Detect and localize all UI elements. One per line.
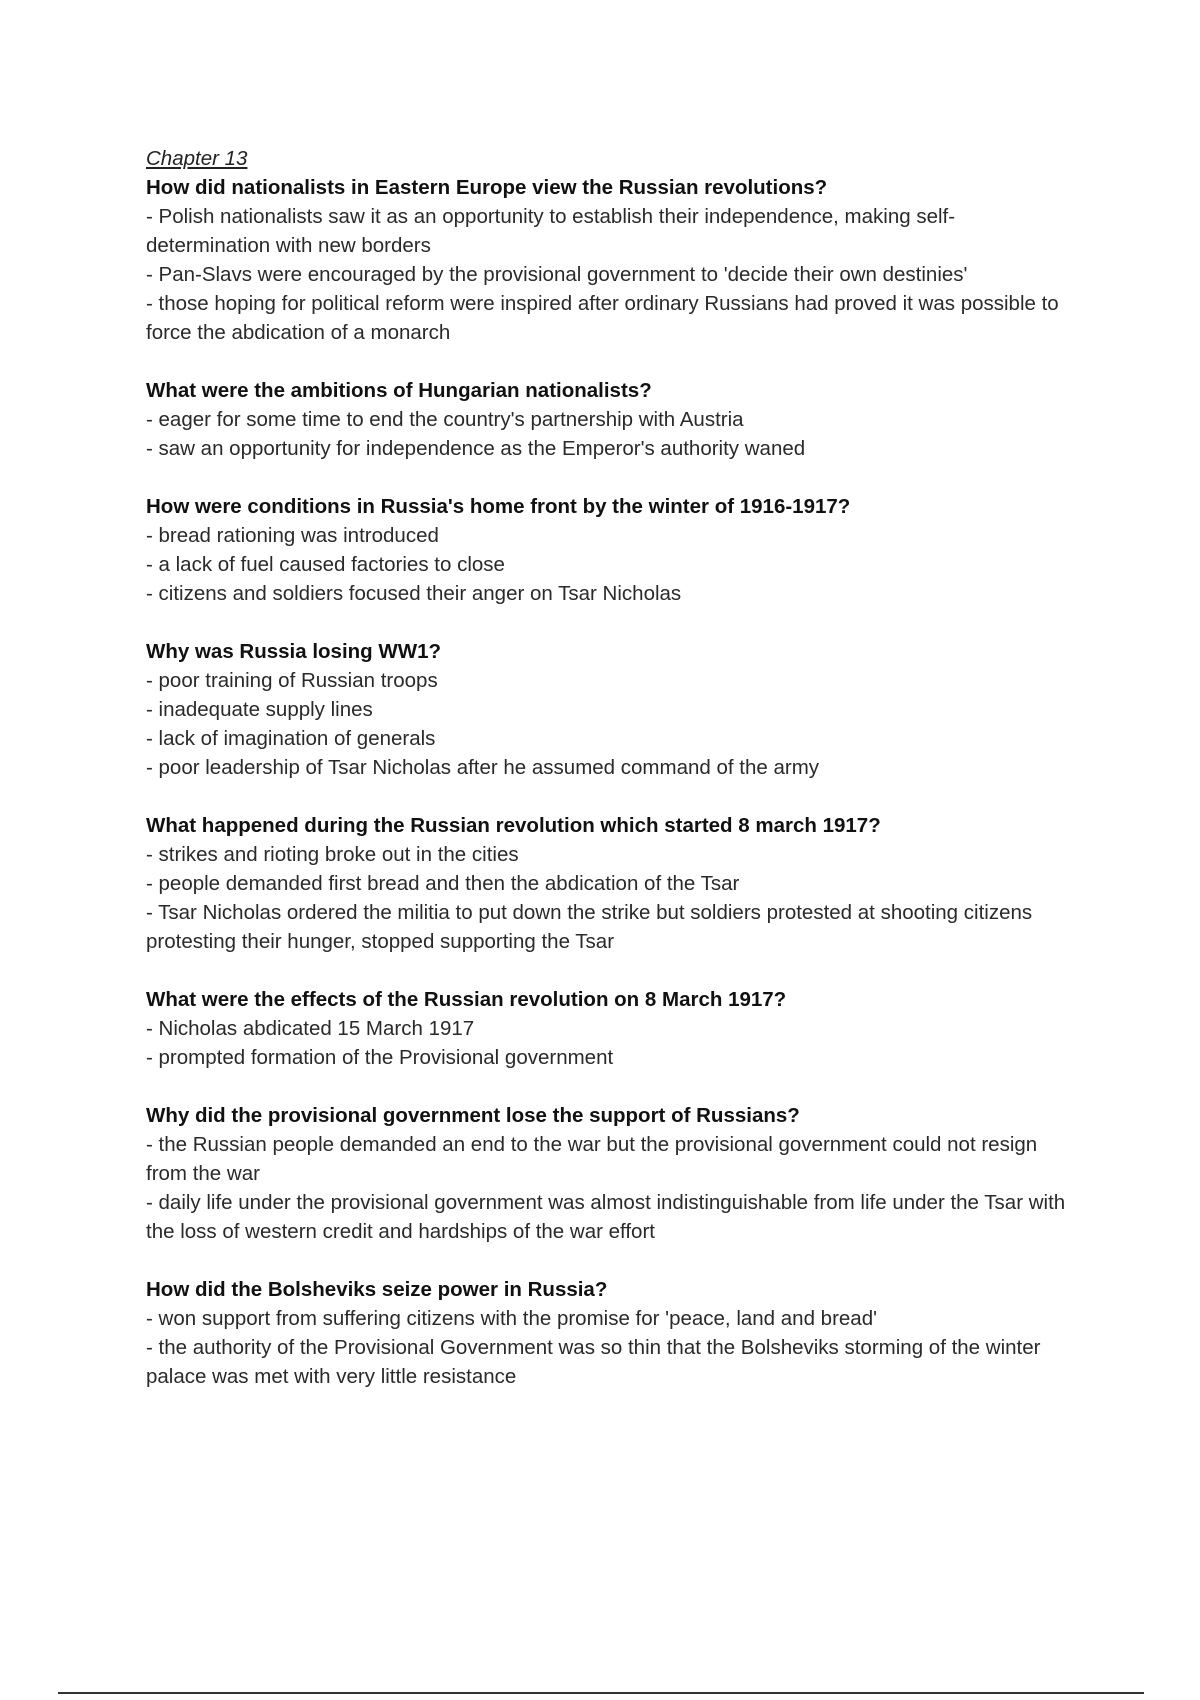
answer-item: - people demanded first bread and then the abdication of the Tsar bbox=[146, 872, 740, 895]
answer-item: - inadequate supply lines bbox=[146, 698, 373, 721]
answer-item: - strikes and rioting broke out in the cities bbox=[146, 843, 519, 866]
answer-item: - won support from suffering citizens with the promise for 'peace, land and bread' bbox=[146, 1307, 878, 1330]
answer-item: - bread rationing was introduced bbox=[146, 524, 439, 547]
answer-item: - the authority of the Provisional Government was so thin that the Bolsheviks storming of the winter palace was met with very little resistance bbox=[146, 1336, 1041, 1388]
question-heading: Why was Russia losing WW1? bbox=[146, 640, 442, 663]
question-heading: How were conditions in Russia's home front by the winter of 1916-1917? bbox=[146, 495, 851, 518]
answer-item: - a lack of fuel caused factories to close bbox=[146, 553, 505, 576]
question-heading: What were the ambitions of Hungarian nationalists? bbox=[146, 379, 652, 402]
qa-section bbox=[146, 811, 1076, 956]
document-content bbox=[146, 144, 1076, 1420]
answer-item: - Polish nationalists saw it as an opportunity to establish their independence, making self-determination with new borders bbox=[146, 205, 956, 257]
question-heading: Why did the provisional government lose the support of Russians? bbox=[146, 1104, 800, 1127]
question-heading: How did nationalists in Eastern Europe view the Russian revolutions? bbox=[146, 176, 828, 199]
answer-item: - saw an opportunity for independence as the Emperor's authority waned bbox=[146, 437, 806, 460]
qa-section bbox=[146, 1275, 1076, 1391]
qa-section bbox=[146, 173, 1076, 347]
qa-section bbox=[146, 985, 1076, 1072]
answer-item: - poor training of Russian troops bbox=[146, 669, 438, 692]
chapter-heading: Chapter 13 bbox=[146, 147, 248, 170]
question-heading: How did the Bolsheviks seize power in Russia? bbox=[146, 1278, 608, 1301]
answer-item: - poor leadership of Tsar Nicholas after he assumed command of the army bbox=[146, 756, 820, 779]
question-heading: What were the effects of the Russian revolution on 8 March 1917? bbox=[146, 988, 787, 1011]
answer-item: - citizens and soldiers focused their anger on Tsar Nicholas bbox=[146, 582, 682, 605]
qa-section bbox=[146, 376, 1076, 463]
answer-item: - eager for some time to end the country's partnership with Austria bbox=[146, 408, 744, 431]
answer-item: - Pan-Slavs were encouraged by the provisional government to 'decide their own destinies' bbox=[146, 263, 968, 286]
answer-item: - those hoping for political reform were inspired after ordinary Russians had proved it was possible to force the abdication of a monarch bbox=[146, 292, 1059, 344]
page-bottom-divider bbox=[58, 1692, 1144, 1694]
answer-item: - prompted formation of the Provisional government bbox=[146, 1046, 614, 1069]
question-heading: What happened during the Russian revolution which started 8 march 1917? bbox=[146, 814, 881, 837]
qa-section bbox=[146, 492, 1076, 608]
answer-item: - daily life under the provisional government was almost indistinguishable from life under the Tsar with the loss of western credit and hardships of the war effort bbox=[146, 1191, 1066, 1243]
answer-item: - the Russian people demanded an end to the war but the provisional government could not resign from the war bbox=[146, 1133, 1038, 1185]
qa-section bbox=[146, 637, 1076, 782]
answer-item: - Tsar Nicholas ordered the militia to put down the strike but soldiers protested at shooting citizens protesting their hunger, stopped supporting the Tsar bbox=[146, 901, 1033, 953]
qa-section bbox=[146, 1101, 1076, 1246]
answer-item: - lack of imagination of generals bbox=[146, 727, 436, 750]
answer-item: - Nicholas abdicated 15 March 1917 bbox=[146, 1017, 475, 1040]
